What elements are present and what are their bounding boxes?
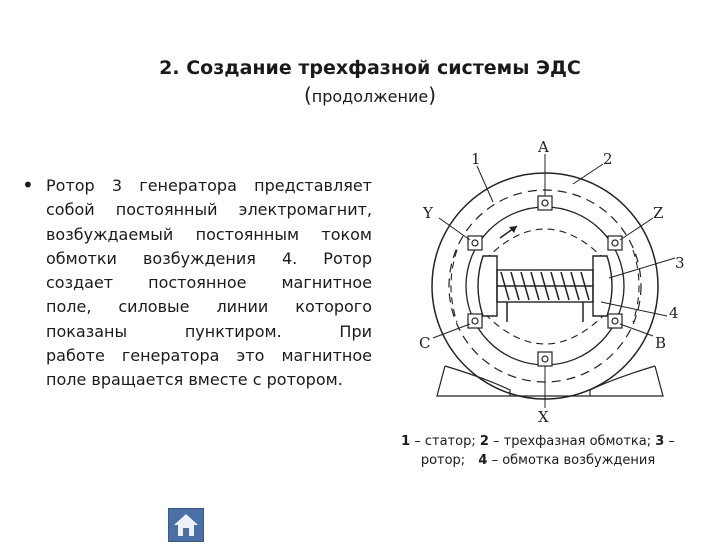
bullet-line: создает постоянное магнитное	[46, 273, 372, 293]
caption-text: – трехфазная обмотка;	[488, 434, 656, 449]
label-stator-1: 1	[471, 150, 481, 168]
slide-title: 2. Создание трехфазной системы ЭДС	[159, 57, 581, 79]
label-excitation-4: 4	[669, 304, 679, 322]
subtitle-text: продолжение	[311, 87, 429, 106]
label-phase-z: Z	[653, 204, 664, 222]
bullet-line: поле вращается вместе с ротором.	[46, 370, 343, 390]
bullet-paragraph	[46, 174, 372, 393]
excitation-winding	[501, 272, 589, 322]
caption-num: 3	[655, 434, 665, 449]
home-icon	[169, 509, 203, 541]
caption-text: –	[664, 434, 675, 449]
generator-diagram	[405, 138, 695, 428]
bullet-line: работе генератора это магнитное	[46, 346, 372, 366]
bullet-line: обмотки возбуждения 4. Ротор	[46, 248, 372, 268]
label-phase-c: C	[419, 334, 431, 352]
caption-num: 2	[479, 434, 489, 449]
caption-num: 1	[401, 434, 411, 449]
label-phase-b: B	[655, 334, 667, 352]
caption-text: ротор;	[420, 453, 470, 468]
label-phase-y: Y	[423, 204, 433, 222]
caption-num: 4	[469, 453, 488, 468]
bullet-marker: •	[22, 173, 34, 197]
label-phase-a: A	[538, 138, 549, 156]
label-winding-2: 2	[603, 150, 613, 168]
label-phase-x: X	[538, 408, 549, 426]
bullet-line: поле, силовые линии которого	[46, 297, 372, 317]
figure-caption	[380, 432, 696, 470]
label-rotor-3: 3	[675, 254, 685, 272]
bullet-line: показаны пунктиром. При	[46, 321, 372, 341]
bullet-line: возбуждаемый постоянным током	[46, 224, 372, 244]
caption-text: – статор;	[410, 434, 480, 449]
bullet-line: собой постоянный электромагнит,	[46, 200, 372, 220]
slide-subtitle: (продолжение)	[303, 83, 437, 107]
caption-text: – обмотка возбуждения	[487, 453, 656, 468]
bullet-line: Ротор 3 генератора представляет	[46, 176, 372, 195]
home-button[interactable]	[168, 508, 204, 542]
